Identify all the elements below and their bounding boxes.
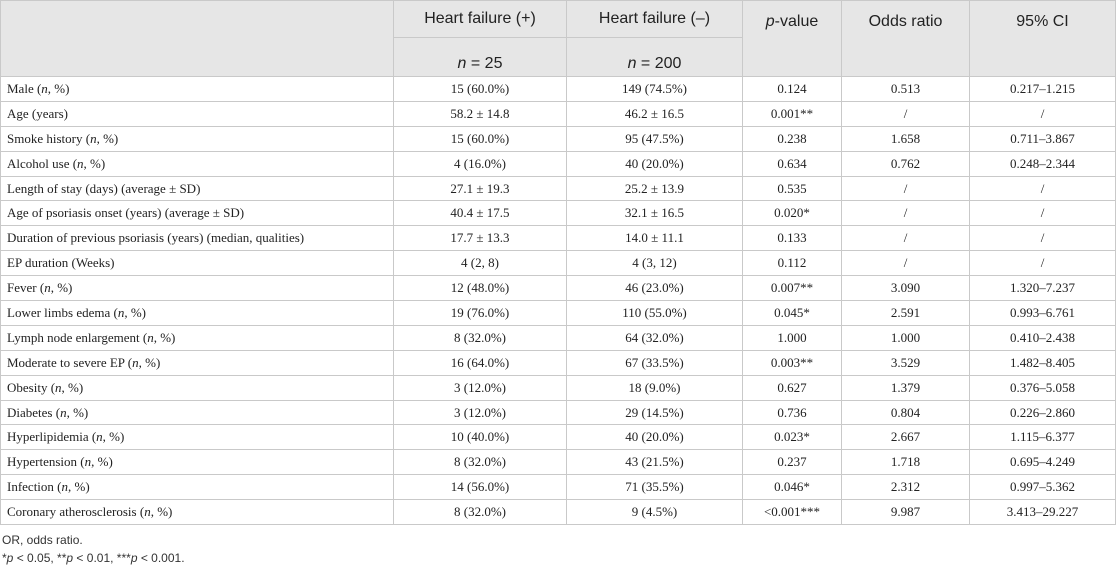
footnote-abbreviation: OR, odds ratio.	[2, 533, 83, 547]
row-label	[1, 325, 394, 350]
cell-p-value: 0.535	[743, 176, 842, 201]
row-label-italic: n	[96, 429, 103, 445]
cell-heart-failure-negative: 43 (21.5%)	[567, 450, 743, 475]
cell-heart-failure-negative: 71 (35.5%)	[567, 475, 743, 500]
cell-heart-failure-negative: 67 (33.5%)	[567, 350, 743, 375]
cell-odds-ratio: 1.658	[842, 126, 970, 151]
row-label	[1, 500, 394, 525]
row-label	[1, 350, 394, 375]
footnote-p-italic: p	[6, 551, 14, 565]
cell-heart-failure-positive: 58.2 ± 14.8	[394, 101, 567, 126]
row-label	[1, 301, 394, 326]
cell-heart-failure-positive: 27.1 ± 19.3	[394, 176, 567, 201]
table-row	[1, 425, 1116, 450]
cell-odds-ratio: 3.090	[842, 276, 970, 301]
cell-heart-failure-positive: 15 (60.0%)	[394, 77, 567, 102]
table-row	[1, 126, 1116, 151]
cell-p-value: 0.046*	[743, 475, 842, 500]
header-n-positive-value: = 25	[466, 55, 503, 72]
cell-odds-ratio: 3.529	[842, 350, 970, 375]
footnote-threshold: < 0.001.	[137, 551, 185, 565]
cell-heart-failure-negative: 149 (74.5%)	[567, 77, 743, 102]
row-label-italic: n	[77, 155, 84, 171]
table-row	[1, 176, 1116, 201]
cell-confidence-interval: /	[970, 176, 1116, 201]
cell-p-value: 0.237	[743, 450, 842, 475]
cell-heart-failure-negative: 18 (9.0%)	[567, 375, 743, 400]
cell-p-value: 0.112	[743, 251, 842, 276]
table-row	[1, 450, 1116, 475]
header-heart-failure-negative: Heart failure (–)	[567, 1, 743, 38]
cell-heart-failure-positive: 16 (64.0%)	[394, 350, 567, 375]
cell-p-value: 0.634	[743, 151, 842, 176]
cell-odds-ratio: 0.804	[842, 400, 970, 425]
cell-p-value: 0.627	[743, 375, 842, 400]
cell-odds-ratio: 2.312	[842, 475, 970, 500]
row-label-suffix: , %)	[50, 280, 73, 296]
row-label-text: Diabetes (	[7, 404, 61, 420]
table-row	[1, 475, 1116, 500]
row-label-text: Coronary atherosclerosis (	[7, 504, 145, 520]
cell-odds-ratio: /	[842, 251, 970, 276]
cell-odds-ratio: 0.762	[842, 151, 970, 176]
row-label	[1, 101, 394, 126]
cell-heart-failure-positive: 19 (76.0%)	[394, 301, 567, 326]
row-label	[1, 201, 394, 226]
cell-confidence-interval: 0.997–5.362	[970, 475, 1116, 500]
cell-heart-failure-positive: 8 (32.0%)	[394, 450, 567, 475]
cell-confidence-interval: 0.248–2.344	[970, 151, 1116, 176]
cell-odds-ratio: 2.591	[842, 301, 970, 326]
row-label-text: Lower limbs edema (	[7, 304, 118, 320]
row-label-italic: n	[144, 504, 151, 520]
row-label-text: Alcohol use (	[7, 155, 78, 171]
cell-heart-failure-negative: 40 (20.0%)	[567, 151, 743, 176]
cell-odds-ratio: 1.379	[842, 375, 970, 400]
table-header	[1, 1, 1116, 77]
cell-odds-ratio: 9.987	[842, 500, 970, 525]
cell-odds-ratio: 0.513	[842, 77, 970, 102]
cell-heart-failure-negative: 25.2 ± 13.9	[567, 176, 743, 201]
row-label-text: Moderate to severe EP (	[7, 354, 133, 370]
cell-heart-failure-negative: 110 (55.0%)	[567, 301, 743, 326]
row-label-suffix: , %)	[83, 155, 106, 171]
cell-confidence-interval: /	[970, 226, 1116, 251]
row-label-suffix: , %)	[47, 80, 70, 96]
cell-heart-failure-positive: 4 (2, 8)	[394, 251, 567, 276]
cell-odds-ratio: /	[842, 176, 970, 201]
header-n-negative-value: = 200	[636, 55, 682, 72]
cell-odds-ratio: /	[842, 201, 970, 226]
row-label-text: Length of stay (days) (average ± SD)	[7, 180, 201, 196]
row-label-text: Fever (	[7, 280, 45, 296]
header-n-positive	[394, 38, 567, 77]
table-body	[1, 77, 1116, 525]
row-label-text: Male (	[7, 80, 42, 96]
table-footnotes	[2, 531, 185, 567]
row-label-suffix: , %)	[68, 479, 90, 495]
row-label-italic: n	[61, 479, 69, 495]
table-row	[1, 400, 1116, 425]
footnote-p-italic: p	[66, 551, 74, 565]
row-label	[1, 450, 394, 475]
cell-heart-failure-positive: 8 (32.0%)	[394, 500, 567, 525]
header-odds-ratio: Odds ratio	[842, 1, 970, 77]
table-row	[1, 375, 1116, 400]
cell-p-value: 0.133	[743, 226, 842, 251]
cell-p-value: 0.020*	[743, 201, 842, 226]
row-label-italic: n	[132, 354, 139, 370]
cell-confidence-interval: 1.482–8.405	[970, 350, 1116, 375]
row-label-suffix: , %)	[102, 429, 125, 445]
cell-heart-failure-negative: 32.1 ± 16.5	[567, 201, 743, 226]
table-row	[1, 151, 1116, 176]
header-p-italic: p	[765, 13, 775, 30]
cell-heart-failure-negative: 40 (20.0%)	[567, 425, 743, 450]
table-row	[1, 276, 1116, 301]
row-label-text: Lymph node enlargement (	[7, 329, 148, 345]
cell-p-value: 0.001**	[743, 101, 842, 126]
cell-confidence-interval: 1.115–6.377	[970, 425, 1116, 450]
row-label-suffix: , %)	[66, 404, 89, 420]
row-label-text: Obesity (	[7, 379, 56, 395]
cell-confidence-interval: 0.376–5.058	[970, 375, 1116, 400]
cell-p-value: 0.007**	[743, 276, 842, 301]
cell-confidence-interval: 1.320–7.237	[970, 276, 1116, 301]
table-row	[1, 77, 1116, 102]
cell-heart-failure-negative: 14.0 ± 11.1	[567, 226, 743, 251]
row-label	[1, 151, 394, 176]
cell-heart-failure-negative: 4 (3, 12)	[567, 251, 743, 276]
header-n-italic: n	[457, 55, 467, 72]
cell-heart-failure-positive: 12 (48.0%)	[394, 276, 567, 301]
header-confidence-interval: 95% CI	[970, 1, 1116, 77]
row-label-italic: n	[90, 130, 97, 146]
header-n-italic: n	[627, 55, 637, 72]
cell-p-value: <0.001***	[743, 500, 842, 525]
cell-p-value: 0.238	[743, 126, 842, 151]
footnote-threshold: < 0.01, ***	[73, 551, 131, 565]
row-label	[1, 251, 394, 276]
cell-heart-failure-negative: 64 (32.0%)	[567, 325, 743, 350]
cell-heart-failure-positive: 4 (16.0%)	[394, 151, 567, 176]
cell-p-value: 1.000	[743, 325, 842, 350]
row-label-suffix: , %)	[153, 329, 176, 345]
cell-heart-failure-negative: 46.2 ± 16.5	[567, 101, 743, 126]
header-p-value	[743, 1, 842, 77]
row-label-suffix: , %)	[96, 130, 119, 146]
cell-heart-failure-positive: 14 (56.0%)	[394, 475, 567, 500]
cell-heart-failure-positive: 8 (32.0%)	[394, 325, 567, 350]
header-n-negative	[567, 38, 743, 77]
cell-heart-failure-positive: 15 (60.0%)	[394, 126, 567, 151]
row-label	[1, 425, 394, 450]
table-row	[1, 101, 1116, 126]
table-row	[1, 301, 1116, 326]
cell-p-value: 0.736	[743, 400, 842, 425]
footnote-star-prefix: *	[2, 551, 7, 565]
row-label-text: Hypertension (	[7, 454, 85, 470]
cell-heart-failure-negative: 9 (4.5%)	[567, 500, 743, 525]
row-label-text: EP duration (Weeks)	[7, 255, 115, 271]
cell-heart-failure-positive: 3 (12.0%)	[394, 375, 567, 400]
row-label	[1, 77, 394, 102]
row-label-text: Hyperlipidemia (	[7, 429, 97, 445]
cell-odds-ratio: 2.667	[842, 425, 970, 450]
row-label	[1, 400, 394, 425]
cell-confidence-interval: /	[970, 201, 1116, 226]
table-row	[1, 350, 1116, 375]
row-label	[1, 475, 394, 500]
row-label-text: Duration of previous psoriasis (years) (median, qualities)	[7, 230, 305, 246]
table-row	[1, 201, 1116, 226]
row-label-italic: n	[60, 404, 67, 420]
cell-confidence-interval: 3.413–29.227	[970, 500, 1116, 525]
header-p-rest: -value	[774, 13, 819, 30]
row-label-text: Age (years)	[7, 105, 68, 121]
table-row	[1, 325, 1116, 350]
footnote-significance	[2, 549, 185, 567]
cell-heart-failure-negative: 29 (14.5%)	[567, 400, 743, 425]
cell-heart-failure-positive: 10 (40.0%)	[394, 425, 567, 450]
cell-p-value: 0.124	[743, 77, 842, 102]
table-row	[1, 500, 1116, 525]
row-label-suffix: , %)	[138, 354, 161, 370]
row-label-suffix: , %)	[61, 379, 84, 395]
cell-odds-ratio: /	[842, 226, 970, 251]
cell-p-value: 0.003**	[743, 350, 842, 375]
row-label-italic: n	[55, 379, 62, 395]
row-label-text: Infection (	[7, 479, 62, 495]
cell-odds-ratio: /	[842, 101, 970, 126]
row-label-text: Smoke history (	[7, 130, 91, 146]
footnote-threshold: < 0.05, **	[13, 551, 67, 565]
cell-confidence-interval: 0.410–2.438	[970, 325, 1116, 350]
row-label-italic: n	[117, 304, 125, 320]
cell-p-value: 0.045*	[743, 301, 842, 326]
cell-confidence-interval: 0.695–4.249	[970, 450, 1116, 475]
cell-heart-failure-positive: 40.4 ± 17.5	[394, 201, 567, 226]
row-label-italic: n	[44, 280, 51, 296]
cell-heart-failure-negative: 95 (47.5%)	[567, 126, 743, 151]
cell-heart-failure-positive: 3 (12.0%)	[394, 400, 567, 425]
cell-heart-failure-positive: 17.7 ± 13.3	[394, 226, 567, 251]
cell-confidence-interval: 0.711–3.867	[970, 126, 1116, 151]
row-label-suffix: , %)	[91, 454, 113, 470]
footnote-p-italic: p	[130, 551, 138, 565]
row-label	[1, 226, 394, 251]
row-label	[1, 375, 394, 400]
table-row	[1, 226, 1116, 251]
cell-confidence-interval: /	[970, 101, 1116, 126]
cell-confidence-interval: 0.226–2.860	[970, 400, 1116, 425]
cell-confidence-interval: 0.217–1.215	[970, 77, 1116, 102]
row-label-suffix: , %)	[124, 304, 146, 320]
row-label-suffix: , %)	[150, 504, 173, 520]
cell-p-value: 0.023*	[743, 425, 842, 450]
header-corner-cell	[1, 1, 394, 77]
row-label-italic: n	[84, 454, 92, 470]
row-label-text: Age of psoriasis onset (years) (average ± SD)	[7, 205, 245, 221]
header-heart-failure-positive: Heart failure (+)	[394, 1, 567, 38]
cell-confidence-interval: 0.993–6.761	[970, 301, 1116, 326]
cell-confidence-interval: /	[970, 251, 1116, 276]
row-label	[1, 276, 394, 301]
cell-heart-failure-negative: 46 (23.0%)	[567, 276, 743, 301]
row-label-italic: n	[41, 80, 48, 96]
cell-odds-ratio: 1.718	[842, 450, 970, 475]
cell-odds-ratio: 1.000	[842, 325, 970, 350]
row-label	[1, 126, 394, 151]
row-label	[1, 176, 394, 201]
row-label-italic: n	[147, 329, 154, 345]
table-row	[1, 251, 1116, 276]
